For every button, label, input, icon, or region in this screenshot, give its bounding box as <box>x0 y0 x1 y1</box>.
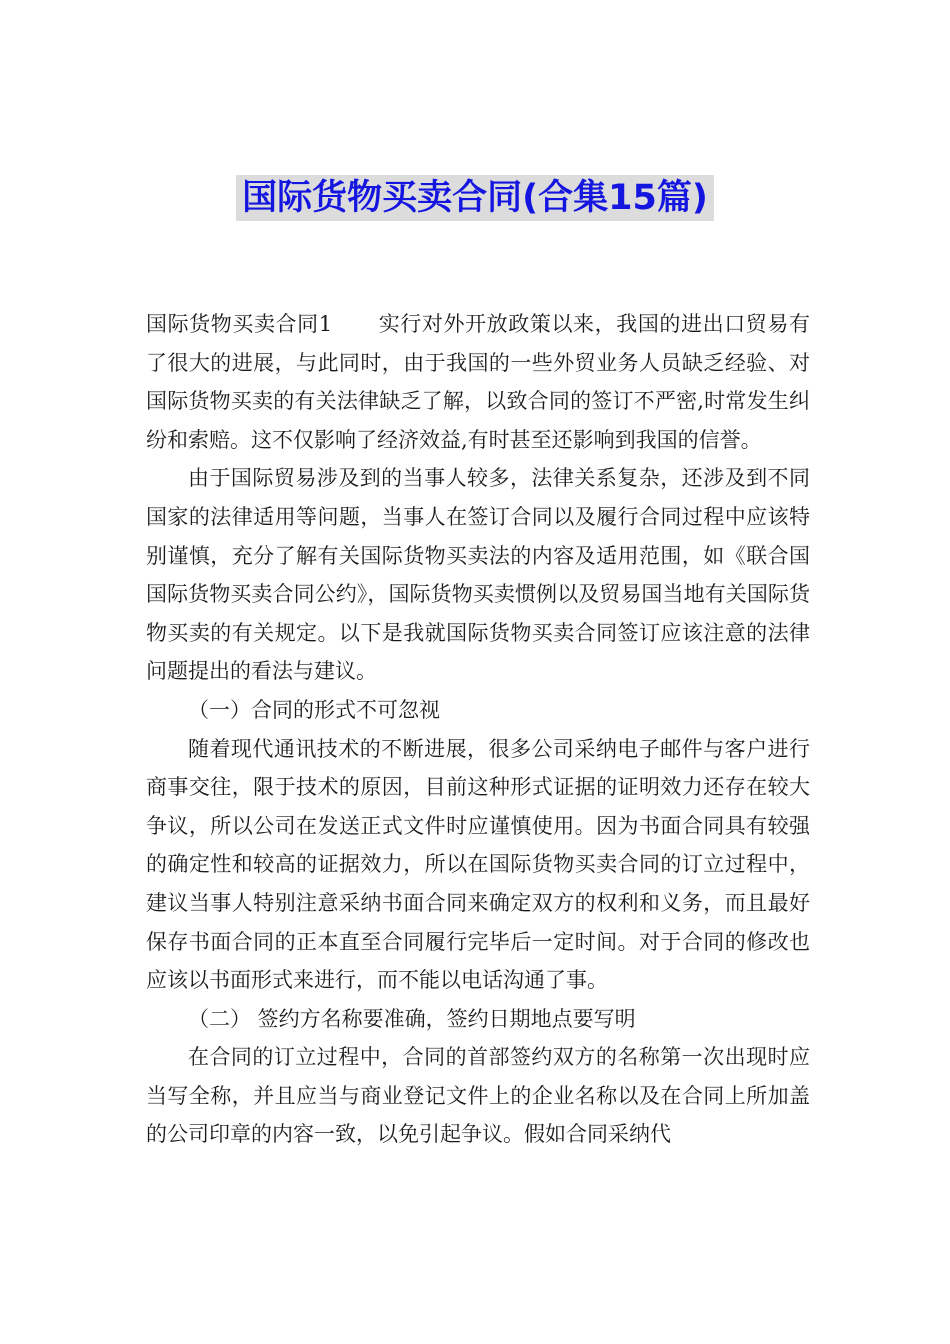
title-area <box>0 175 950 221</box>
paragraph-3: 随着现代通讯技术的不断进展，很多公司采纳电子邮件与客户进行商事交往，限于技术的原因，目前这种形式证据的证明效力还存在较大争议，所以公司在发送正式文件时应谨慎使用。因为书面合同具有较强的确定性和较高的证据效力，所以在国际货物买卖合同的订立过程中，建议当事人特别注意采纳书面合同来确定双方的权利和义务，而且最好保存书面合同的正本直至合同履行完毕后一定时间。对于合同的修改也应该以书面形式来进行，而不能以电话沟通了事。 <box>146 736 810 993</box>
section-heading-2: （二） 签约方名称要准确，签约日期地点要写明 <box>188 1006 636 1031</box>
paragraph-2: 由于国际贸易涉及到的当事人较多，法律关系复杂，还涉及到不同国家的法律适用等问题，当事人在签订合同以及履行合同过程中应该特别谨慎，充分了解有关国际货物买卖法的内容及适用范围，如《联合国国际货物买卖合同公约》，国际货物买卖惯例以及贸易国当地有关国际货物买卖的有关规定。以下是我就国际货物买卖合同签订应该注意的法律问题提出的看法与建议。 <box>146 466 810 684</box>
document-title: 国际货物买卖合同(合集15篇) <box>236 175 714 221</box>
paragraph-1-text: 实行对外开放政策以来，我国的进出口贸易有了很大的进展，与此同时，由于我国的一些外贸业务人员缺乏经验、对国际货物买卖的有关法律缺乏了解，以致合同的签订不严密,时常发生纠纷和索赔。这不仅影响了经济效益,有时甚至还影响到我国的信誉。 <box>146 312 810 452</box>
paragraph-1-lead: 国际货物买卖合同1 <box>146 312 333 336</box>
section-heading-1: （一）合同的形式不可忽视 <box>188 697 440 722</box>
document-body <box>146 305 810 1154</box>
paragraph-1 <box>146 305 810 459</box>
paragraph-4: 在合同的订立过程中，合同的首部签约双方的名称第一次出现时应当写全称，并且应当与商业登记文件上的企业名称以及在合同上所加盖的公司印章的内容一致，以免引起争议。假如合同采纳代 <box>146 1045 810 1147</box>
